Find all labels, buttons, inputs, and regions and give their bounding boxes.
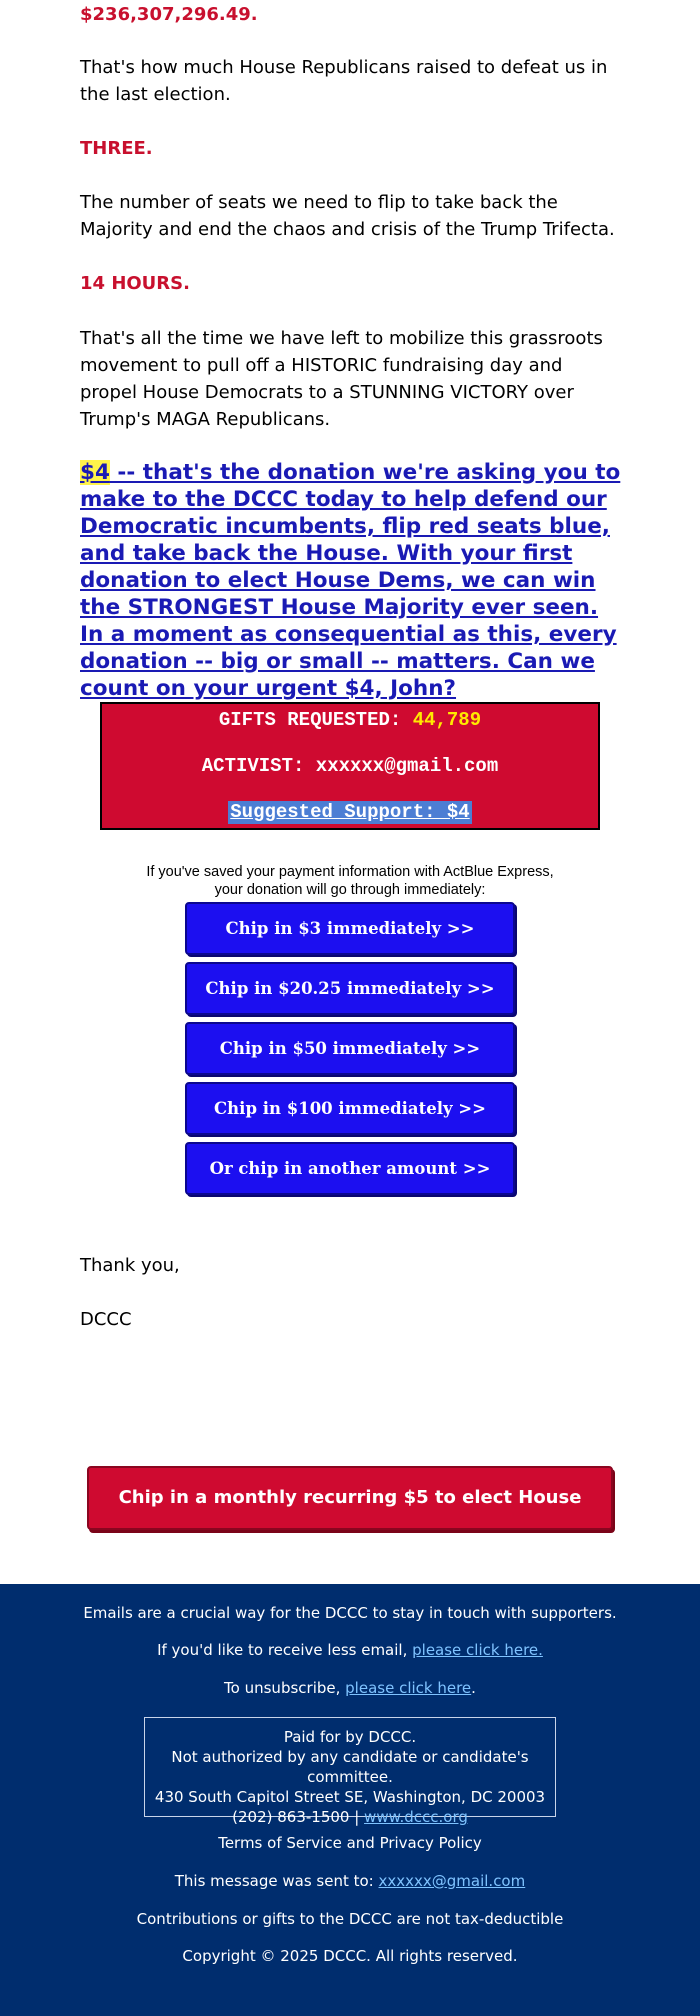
amount-raised-heading: $236,307,296.49. (80, 4, 258, 25)
chip-20-25-button[interactable]: Chip in $20.25 immediately >> (185, 962, 515, 1015)
unsubscribe-link[interactable]: please click here (345, 1679, 472, 1697)
footer-less-email (0, 1640, 700, 1660)
less-email-text: If you'd like to receive less email, (157, 1641, 413, 1659)
not-deductible-text: Contributions or gifts to the DCCC are not tax-deductible (136, 1910, 564, 1928)
activist-line (102, 755, 598, 778)
phone-text: (202) 863-1500 | (232, 1808, 365, 1826)
gifts-requested-line (102, 709, 598, 732)
three-heading: THREE. (80, 138, 153, 159)
address-text: 430 South Capitol Street SE, Washington, DC 20003 (154, 1788, 546, 1806)
website-link[interactable]: www.dccc.org (364, 1808, 468, 1826)
gifts-requested-count: 44,789 (412, 709, 482, 731)
suggested-support-link[interactable]: Suggested Support: $4 (230, 801, 470, 823)
footer-sent-to (0, 1871, 700, 1891)
signature-text: DCCC (80, 1309, 132, 1330)
three-text: The number of seats we need to flip to take back the Majority and end the chaos and crisis of the Trump Trifecta. (80, 192, 615, 240)
donation-ask-link[interactable] (80, 459, 628, 702)
gifts-status-box (100, 702, 600, 830)
chip-100-button[interactable]: Chip in $100 immediately >> (185, 1082, 515, 1135)
chip-3-button[interactable]: Chip in $3 immediately >> (185, 902, 515, 955)
express-note-line-2: your donation will go through immediately: (214, 882, 486, 898)
terms-privacy-link[interactable]: Terms of Service and Privacy Policy (218, 1834, 482, 1852)
gifts-requested-label: GIFTS REQUESTED: (218, 709, 413, 731)
unsubscribe-text: To unsubscribe, (224, 1679, 346, 1697)
copyright-text: Copyright © 2025 DCCC. All rights reserved. (182, 1947, 518, 1965)
activist-label: ACTIVIST: (201, 755, 316, 777)
activist-email: xxxxxx@gmail.com (315, 755, 499, 777)
less-email-link[interactable]: please click here. (412, 1641, 543, 1659)
footer-unsubscribe (0, 1678, 700, 1698)
thank-you-text: Thank you, (80, 1255, 180, 1276)
chip-50-button[interactable]: Chip in $50 immediately >> (185, 1022, 515, 1075)
unsubscribe-period: . (471, 1679, 476, 1697)
paid-for-box (144, 1717, 556, 1826)
footer-crucial-text: Emails are a crucial way for the DCCC to stay in touch with supporters. (83, 1604, 617, 1622)
not-authorized-text: Not authorized by any candidate or candidate's committee. (171, 1748, 529, 1786)
express-note-line-1: If you've saved your payment information with ActBlue Express, (146, 864, 554, 880)
amount-raised-text: That's how much House Republicans raised to defeat us in the last election. (80, 57, 608, 105)
paid-for-text: Paid for by DCCC. (283, 1728, 417, 1746)
ask-amount-highlight: $4 (80, 460, 110, 485)
hours-text: That's all the time we have left to mobilize this grassroots movement to pull off a HISTORIC fundraising day and propel House Democrats to a STUNNING VICTORY over Trump's MAGA Republicans. (80, 328, 603, 430)
footer (0, 1584, 700, 2016)
hours-heading: 14 HOURS. (80, 273, 190, 294)
phone-website-line (149, 1807, 551, 1827)
sent-to-text: This message was sent to: (174, 1872, 379, 1890)
actblue-express-note (0, 863, 700, 899)
chip-other-amount-button[interactable]: Or chip in another amount >> (185, 1142, 515, 1195)
suggested-support-line (102, 801, 598, 824)
monthly-recurring-button[interactable]: Chip in a monthly recurring $5 to elect House Dems >> (87, 1466, 613, 1530)
sent-to-email-link[interactable]: xxxxxx@gmail.com (378, 1872, 526, 1890)
ask-text: -- that's the donation we're asking you to make to the DCCC today to help defend our Democratic incumbents, flip red seats blue, and take back the House. With your first donation to elect House Dems, we can win the STRONGEST House Majority ever seen. In a moment as consequential as this, every donation -- big or small -- matters. Can we count on your urgent $4, John? (80, 460, 621, 701)
